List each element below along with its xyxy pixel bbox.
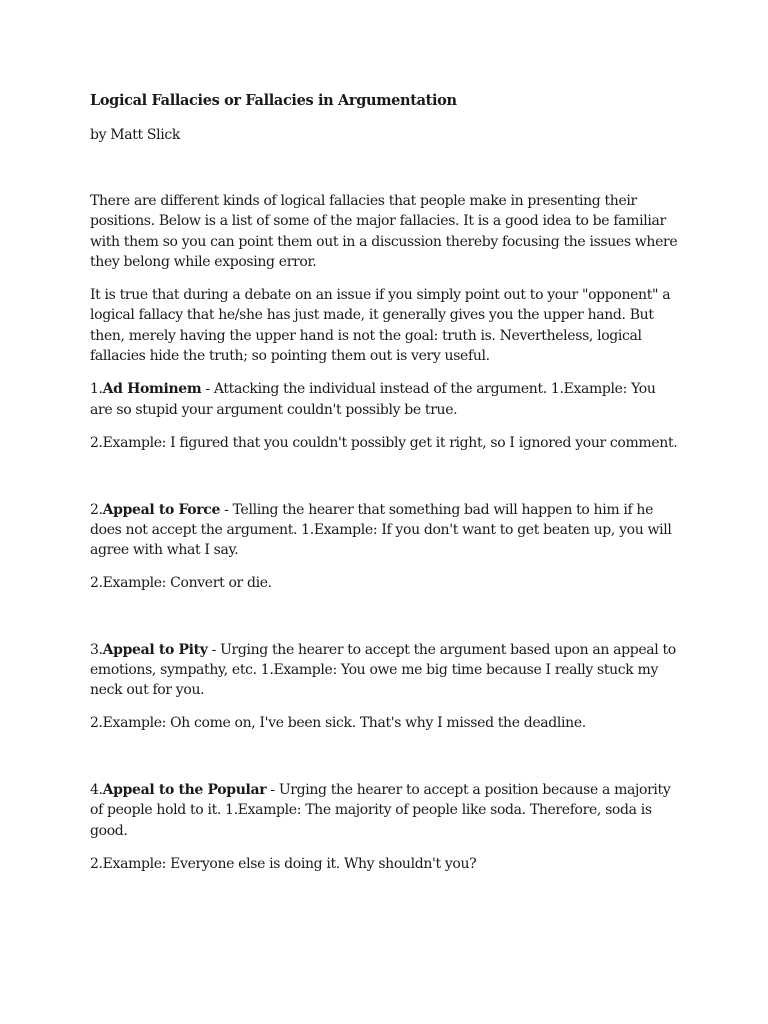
fallacy-text: - Attacking the individual instead of the argument. 1.Example: You [201,381,656,397]
fallacy-name: Appeal to the Popular [102,782,267,798]
fallacy-text: - Telling the hearer that something bad will happen to him if he [220,502,654,518]
fallacy-number: 2. [90,502,103,518]
fallacy-name: Appeal to Force [102,502,221,518]
fallacy-1-line-2: are so stupid your argument couldn't possibly be true. [90,402,458,418]
fallacy-4-line-1 [90,780,670,800]
fallacy-name: Appeal to Pity [102,642,208,658]
fallacy-2-line-2: does not accept the argument. 1.Example: If you don't want to get beaten up, you will [90,522,672,538]
intro-line: with them so you can point them out in a discussion thereby focusing the issues where [90,234,678,250]
fallacy-4-line-2: of people hold to it. 1.Example: The majority of people like soda. Therefore, soda is [90,802,652,818]
intro-line: There are different kinds of logical fallacies that people make in presenting their [90,193,637,209]
fallacy-2-line-1 [90,500,653,520]
document-title: Logical Fallacies or Fallacies in Argumentation [90,92,457,109]
intro2-line: It is true that during a debate on an issue if you simply point out to your "opponent" a [90,287,671,303]
fallacy-number: 3. [90,642,103,658]
fallacy-2-example-2: 2.Example: Convert or die. [90,575,272,591]
fallacy-number: 4. [90,782,103,798]
fallacy-3-line-3: neck out for you. [90,682,205,698]
fallacy-1-line-1 [90,379,656,399]
fallacy-3-line-1 [90,640,676,660]
document-author: by Matt Slick [90,127,181,143]
intro2-line: logical fallacy that he/she has just made, it generally gives you the upper hand. But [90,307,654,323]
intro2-line: fallacies hide the truth; so pointing them out is very useful. [90,348,490,364]
fallacy-4-line-3: good. [90,823,128,839]
intro2-line: then, merely having the upper hand is not the goal: truth is. Nevertheless, logical [90,328,642,344]
fallacy-text: - Urging the hearer to accept the argument based upon an appeal to [207,642,676,658]
fallacy-3-example-2: 2.Example: Oh come on, I've been sick. That's why I missed the deadline. [90,715,586,731]
fallacy-text: - Urging the hearer to accept a position because a majority [266,782,671,798]
fallacy-2-line-3: agree with what I say. [90,542,239,558]
fallacy-name: Ad Hominem [102,381,202,397]
fallacy-number: 1. [90,381,103,397]
intro-line: they belong while exposing error. [90,254,317,270]
fallacy-4-example-2: 2.Example: Everyone else is doing it. Why shouldn't you? [90,856,477,872]
fallacy-3-line-2: emotions, sympathy, etc. 1.Example: You owe me big time because I really stuck my [90,662,659,678]
fallacy-1-example-2: 2.Example: I figured that you couldn't possibly get it right, so I ignored your comment. [90,435,678,451]
intro-line: positions. Below is a list of some of the major fallacies. It is a good idea to be familiar [90,213,666,229]
